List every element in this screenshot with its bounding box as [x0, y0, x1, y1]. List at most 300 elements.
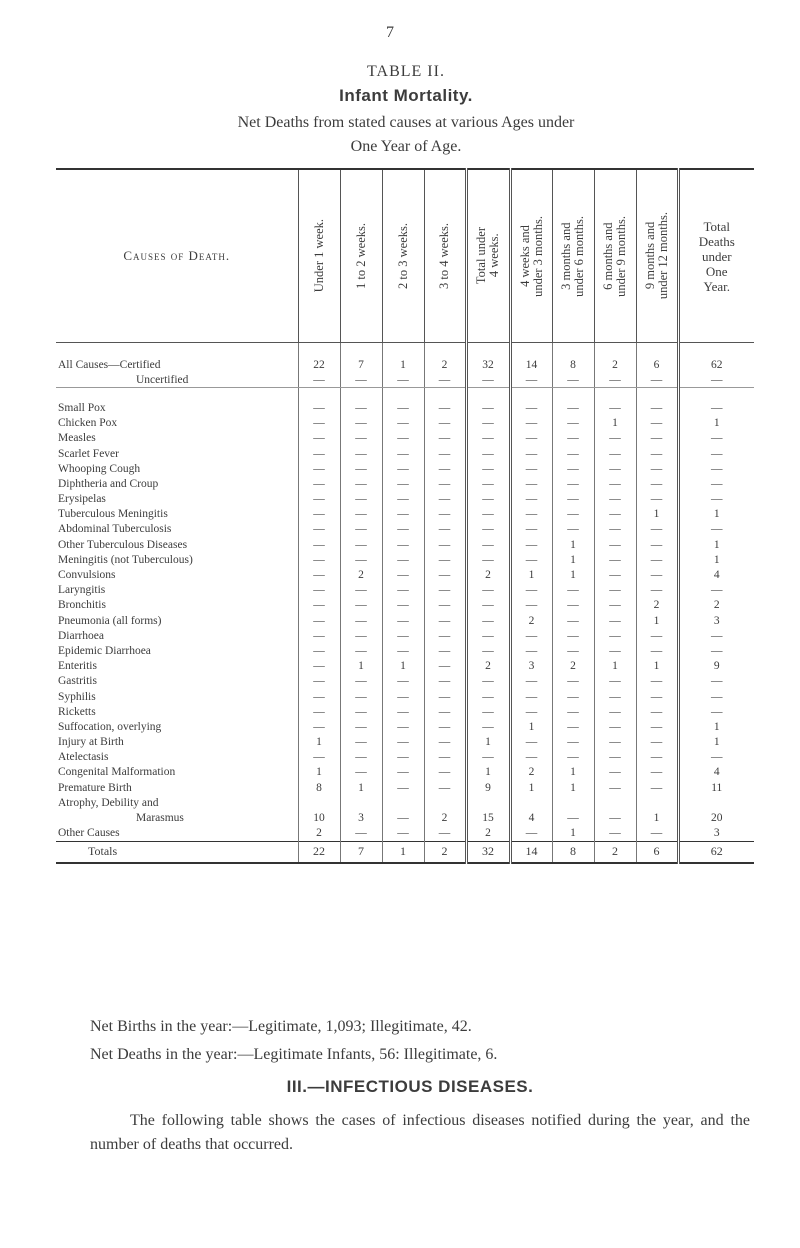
value-cell: 3: [678, 613, 754, 628]
value-cell: —: [382, 810, 424, 825]
cause-cell: Syphilis: [58, 690, 96, 703]
table-row: [56, 492, 754, 507]
infant-mortality-table: [56, 168, 754, 864]
table-row: [56, 780, 754, 795]
value-cell: —: [594, 704, 636, 719]
spacer-cell: [636, 388, 678, 401]
spacer-cell: [298, 388, 340, 401]
value-cell: —: [636, 416, 678, 431]
value-cell: —: [510, 400, 552, 415]
spacer-cell: [552, 388, 594, 401]
value-cell: —: [298, 567, 340, 582]
value-cell: —: [552, 476, 594, 491]
value-cell: —: [298, 507, 340, 522]
value-cell: —: [594, 598, 636, 613]
value-cell: 1: [636, 810, 678, 825]
table-row: [56, 552, 754, 567]
spacer-cell: [678, 343, 754, 358]
section-paragraph: The following table shows the cases of infectious diseases notified during the year, and the number of deaths that occurred.: [90, 1112, 750, 1153]
value-cell: —: [382, 750, 424, 765]
value-cell: —: [510, 492, 552, 507]
cause-cell: Laryngitis: [58, 584, 106, 597]
value-cell: —: [552, 613, 594, 628]
value-cell: —: [552, 583, 594, 598]
value-cell: —: [424, 492, 466, 507]
value-cell: [510, 795, 552, 810]
cause-cell: Marasmus: [136, 812, 184, 825]
value-cell: 2: [298, 826, 340, 842]
cause-cell: Totals: [56, 841, 298, 863]
table-row: [56, 461, 754, 476]
value-cell: —: [678, 522, 754, 537]
column-header-age: [636, 169, 678, 343]
value-cell: —: [510, 537, 552, 552]
value-cell: —: [298, 431, 340, 446]
value-cell: —: [552, 446, 594, 461]
value-cell: 3: [678, 826, 754, 842]
table-header-row: [56, 169, 754, 343]
value-cell: —: [678, 628, 754, 643]
value-cell: —: [678, 689, 754, 704]
value-cell: —: [382, 704, 424, 719]
spacer-cell: [636, 343, 678, 358]
value-cell: 2: [594, 357, 636, 372]
value-cell: 7: [340, 357, 382, 372]
value-cell: 2: [424, 810, 466, 825]
value-cell: —: [298, 552, 340, 567]
table-row: [56, 643, 754, 658]
value-cell: —: [552, 507, 594, 522]
value-cell: —: [510, 689, 552, 704]
value-cell: —: [340, 583, 382, 598]
value-cell: 1: [298, 735, 340, 750]
value-cell: —: [382, 735, 424, 750]
value-cell: —: [298, 598, 340, 613]
cause-cell: Suffocation, overlying: [58, 720, 162, 733]
value-cell: —: [678, 674, 754, 689]
value-cell: —: [466, 522, 510, 537]
cause-cell: Epidemic Diarrhoea: [58, 644, 151, 657]
value-cell: —: [466, 416, 510, 431]
value-cell: 8: [552, 357, 594, 372]
value-cell: —: [466, 598, 510, 613]
value-cell: —: [636, 372, 678, 388]
value-cell: —: [424, 416, 466, 431]
value-cell: —: [424, 522, 466, 537]
cause-cell: Injury at Birth: [58, 736, 124, 749]
value-cell: —: [382, 416, 424, 431]
value-cell: 1: [678, 537, 754, 552]
value-cell: 1: [636, 613, 678, 628]
spacer-cell: [56, 343, 298, 358]
cause-cell: Tuberculous Meningitis: [58, 508, 168, 521]
value-cell: 3: [340, 810, 382, 825]
table-row: [56, 522, 754, 537]
value-cell: —: [298, 689, 340, 704]
value-cell: 1: [552, 765, 594, 780]
table-subtitle-line-1: Net Deaths from stated causes at various Ages under: [237, 114, 575, 131]
spacer-cell: [340, 388, 382, 401]
value-cell: 9: [466, 780, 510, 795]
value-cell: —: [594, 372, 636, 388]
table-body: [56, 343, 754, 863]
value-cell: —: [678, 400, 754, 415]
value-cell: —: [678, 431, 754, 446]
value-cell: 1: [552, 552, 594, 567]
value-cell: —: [382, 765, 424, 780]
value-cell: —: [298, 719, 340, 734]
cause-cell: Other Causes: [58, 827, 120, 840]
value-cell: —: [382, 461, 424, 476]
value-cell: 1: [678, 507, 754, 522]
spacer-cell: [382, 388, 424, 401]
value-cell: —: [382, 780, 424, 795]
value-cell: —: [678, 461, 754, 476]
value-cell: —: [466, 476, 510, 491]
value-cell: —: [466, 372, 510, 388]
value-cell: —: [340, 476, 382, 491]
spacer-cell: [466, 388, 510, 401]
value-cell: —: [298, 537, 340, 552]
column-header-age: [340, 169, 382, 343]
value-cell: 1: [594, 416, 636, 431]
value-cell: 1: [552, 826, 594, 842]
value-cell: —: [466, 704, 510, 719]
value-cell: [466, 795, 510, 810]
value-cell: —: [636, 704, 678, 719]
value-cell: —: [298, 492, 340, 507]
table-row: [56, 476, 754, 491]
table-row: [56, 674, 754, 689]
value-cell: 62: [678, 357, 754, 372]
page-number: 7: [386, 24, 394, 41]
cause-cell: Convulsions: [58, 569, 116, 582]
value-cell: —: [298, 750, 340, 765]
column-header-cause: [56, 169, 298, 343]
value-cell: —: [636, 643, 678, 658]
value-cell: —: [298, 522, 340, 537]
cause-cell: Gastritis: [58, 675, 97, 688]
value-cell: —: [636, 674, 678, 689]
value-cell: 2: [510, 765, 552, 780]
value-cell: —: [678, 476, 754, 491]
value-cell: —: [298, 674, 340, 689]
value-cell: —: [298, 583, 340, 598]
cause-cell: Scarlet Fever: [58, 447, 119, 460]
table-row: [56, 598, 754, 613]
table-row: [56, 613, 754, 628]
column-header-label: 9 months and under 12 months.: [642, 212, 670, 300]
value-cell: —: [510, 598, 552, 613]
value-cell: —: [340, 537, 382, 552]
value-cell: —: [636, 735, 678, 750]
value-cell: 2: [510, 613, 552, 628]
cause-cell: Whooping Cough: [58, 462, 141, 475]
value-cell: —: [678, 704, 754, 719]
spacer-cell: [678, 388, 754, 401]
cause-cell: Bronchitis: [58, 599, 106, 612]
value-cell: —: [466, 492, 510, 507]
value-cell: —: [466, 613, 510, 628]
value-cell: —: [594, 643, 636, 658]
value-cell: —: [552, 522, 594, 537]
table-row: [56, 446, 754, 461]
value-cell: —: [466, 583, 510, 598]
cause-cell: Atrophy, Debility and: [58, 796, 159, 809]
value-cell: —: [424, 400, 466, 415]
totals-row: [56, 841, 754, 863]
value-cell: —: [510, 507, 552, 522]
value-cell: 9: [678, 659, 754, 674]
cause-cell: Small Pox: [58, 401, 106, 414]
column-header-age: [382, 169, 424, 343]
value-cell: —: [340, 704, 382, 719]
table-row: [56, 357, 754, 372]
value-cell: —: [636, 461, 678, 476]
value-cell: —: [636, 583, 678, 598]
value-cell: —: [594, 810, 636, 825]
column-header-label: 3 months and under 6 months.: [559, 215, 586, 297]
value-cell: 2: [552, 659, 594, 674]
column-header-age: [552, 169, 594, 343]
cause-cell: Erysipelas: [58, 493, 106, 506]
value-cell: —: [382, 492, 424, 507]
value-cell: —: [298, 704, 340, 719]
value-cell: —: [340, 431, 382, 446]
value-cell: —: [424, 719, 466, 734]
value-cell: —: [340, 492, 382, 507]
value-cell: [424, 795, 466, 810]
table-row: [56, 795, 754, 810]
value-cell: 1: [552, 567, 594, 582]
value-cell: —: [636, 492, 678, 507]
table-title: Infant Mortality.: [339, 86, 473, 105]
column-header-age: [424, 169, 466, 343]
cause-cell: Atelectasis: [58, 751, 109, 764]
value-cell: —: [636, 826, 678, 842]
cause-cell: Enteritis: [58, 660, 97, 673]
value-cell: 1: [636, 507, 678, 522]
value-cell: —: [594, 567, 636, 582]
value-cell: —: [594, 522, 636, 537]
value-cell: —: [424, 431, 466, 446]
spacer-cell: [466, 343, 510, 358]
value-cell: —: [594, 446, 636, 461]
value-cell: —: [466, 750, 510, 765]
value-cell: —: [678, 750, 754, 765]
value-cell: —: [594, 431, 636, 446]
value-cell: —: [382, 372, 424, 388]
value-cell: 22: [298, 357, 340, 372]
value-cell: 1: [340, 659, 382, 674]
births-note: Net Births in the year:—Legitimate, 1,093; Illegitimate, 42.: [90, 1018, 472, 1035]
value-cell: 2: [340, 567, 382, 582]
value-cell: 22: [298, 841, 340, 863]
value-cell: —: [298, 659, 340, 674]
value-cell: —: [510, 552, 552, 567]
value-cell: —: [424, 537, 466, 552]
value-cell: —: [298, 400, 340, 415]
spacer-cell: [382, 343, 424, 358]
spacer-row: [56, 388, 754, 401]
table-row: [56, 704, 754, 719]
value-cell: —: [424, 583, 466, 598]
column-header-label: 2 to 3 weeks.: [395, 223, 410, 289]
value-cell: —: [382, 628, 424, 643]
value-cell: —: [552, 704, 594, 719]
value-cell: [594, 795, 636, 810]
value-cell: —: [340, 400, 382, 415]
value-cell: —: [340, 613, 382, 628]
value-cell: 14: [510, 841, 552, 863]
value-cell: —: [340, 598, 382, 613]
value-cell: —: [552, 628, 594, 643]
value-cell: 1: [678, 735, 754, 750]
value-cell: —: [636, 476, 678, 491]
value-cell: —: [552, 416, 594, 431]
cause-cell: Other Tuberculous Diseases: [58, 538, 188, 551]
value-cell: 1: [382, 659, 424, 674]
value-cell: —: [510, 750, 552, 765]
value-cell: —: [510, 431, 552, 446]
value-cell: —: [382, 613, 424, 628]
value-cell: —: [466, 446, 510, 461]
value-cell: 1: [510, 719, 552, 734]
value-cell: 4: [678, 765, 754, 780]
value-cell: —: [552, 431, 594, 446]
value-cell: —: [552, 735, 594, 750]
value-cell: —: [552, 492, 594, 507]
column-header-age: [594, 169, 636, 343]
cause-cell: All Causes—Certified: [58, 358, 161, 371]
value-cell: —: [298, 476, 340, 491]
value-cell: —: [340, 719, 382, 734]
value-cell: —: [424, 689, 466, 704]
table-row: [56, 537, 754, 552]
deaths-note: Net Deaths in the year:—Legitimate Infants, 56: Illegitimate, 6.: [90, 1046, 498, 1063]
value-cell: —: [382, 674, 424, 689]
value-cell: —: [424, 659, 466, 674]
value-cell: —: [552, 461, 594, 476]
value-cell: —: [424, 552, 466, 567]
value-cell: —: [552, 810, 594, 825]
value-cell: —: [424, 643, 466, 658]
value-cell: 4: [678, 567, 754, 582]
spacer-cell: [424, 388, 466, 401]
value-cell: —: [510, 476, 552, 491]
value-cell: —: [382, 476, 424, 491]
value-cell: 1: [678, 719, 754, 734]
value-cell: —: [466, 719, 510, 734]
value-cell: —: [678, 643, 754, 658]
table-row: [56, 431, 754, 446]
value-cell: —: [298, 628, 340, 643]
value-cell: —: [552, 372, 594, 388]
spacer-cell: [594, 343, 636, 358]
value-cell: —: [594, 674, 636, 689]
table-row: [56, 750, 754, 765]
column-header-label: Under 1 week.: [311, 219, 326, 293]
value-cell: —: [424, 476, 466, 491]
value-cell: —: [466, 689, 510, 704]
value-cell: —: [382, 537, 424, 552]
table-row: [56, 826, 754, 842]
value-cell: —: [594, 583, 636, 598]
value-cell: [552, 795, 594, 810]
column-header-age: [298, 169, 340, 343]
cause-cell: Meningitis (not Tuberculous): [58, 553, 193, 566]
column-header-cause-label: Causes of Death.: [123, 248, 231, 263]
value-cell: —: [510, 461, 552, 476]
value-cell: —: [594, 537, 636, 552]
value-cell: 3: [510, 659, 552, 674]
value-cell: —: [466, 643, 510, 658]
value-cell: 1: [636, 659, 678, 674]
table-row: [56, 810, 754, 825]
value-cell: —: [594, 750, 636, 765]
value-cell: —: [340, 750, 382, 765]
value-cell: —: [510, 522, 552, 537]
value-cell: —: [552, 400, 594, 415]
value-cell: 1: [510, 567, 552, 582]
value-cell: —: [424, 750, 466, 765]
value-cell: [382, 795, 424, 810]
value-cell: —: [636, 431, 678, 446]
cause-cell: Measles: [58, 432, 96, 445]
value-cell: —: [594, 628, 636, 643]
value-cell: 32: [466, 841, 510, 863]
value-cell: 1: [298, 765, 340, 780]
column-header-label: 3 to 4 weeks.: [437, 223, 451, 289]
spacer-cell: [424, 343, 466, 358]
cause-cell: Diphtheria and Croup: [58, 477, 159, 490]
value-cell: 1: [552, 780, 594, 795]
value-cell: 8: [552, 841, 594, 863]
value-cell: —: [340, 446, 382, 461]
value-cell: —: [466, 431, 510, 446]
table-row: [56, 735, 754, 750]
value-cell: —: [594, 765, 636, 780]
value-cell: —: [510, 446, 552, 461]
value-cell: —: [466, 552, 510, 567]
value-cell: —: [594, 826, 636, 842]
value-cell: —: [424, 567, 466, 582]
value-cell: —: [594, 507, 636, 522]
value-cell: —: [678, 372, 754, 388]
value-cell: —: [510, 735, 552, 750]
value-cell: —: [636, 400, 678, 415]
value-cell: —: [510, 643, 552, 658]
value-cell: —: [382, 446, 424, 461]
table-row: [56, 628, 754, 643]
value-cell: 2: [678, 598, 754, 613]
value-cell: 1: [382, 841, 424, 863]
value-cell: —: [636, 552, 678, 567]
value-cell: —: [340, 643, 382, 658]
table-row: [56, 583, 754, 598]
value-cell: —: [636, 765, 678, 780]
value-cell: —: [510, 628, 552, 643]
cause-cell: Pneumonia (all forms): [58, 614, 162, 627]
spacer-cell: [340, 343, 382, 358]
table-subtitle-line-2: One Year of Age.: [350, 138, 462, 155]
value-cell: —: [340, 552, 382, 567]
value-cell: 10: [298, 810, 340, 825]
value-cell: —: [466, 628, 510, 643]
value-cell: —: [636, 567, 678, 582]
value-cell: 11: [678, 780, 754, 795]
spacer-cell: [56, 388, 298, 401]
